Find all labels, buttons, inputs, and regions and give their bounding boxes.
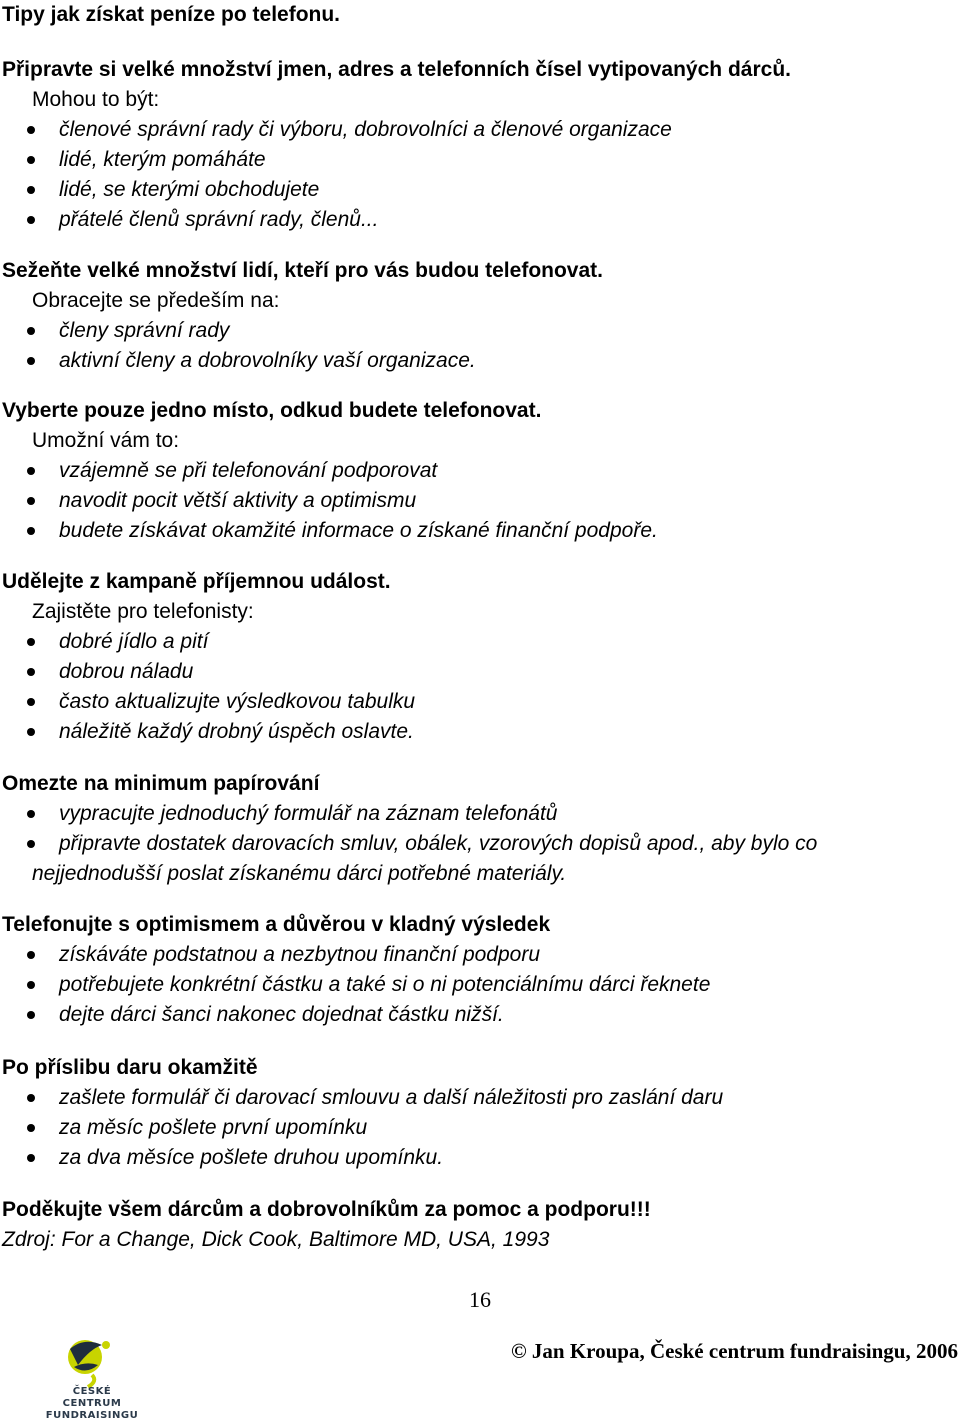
list-item: potřebujete konkrétní částku a také si o ni potenciálnímu dárci řeknete: [2, 970, 958, 1000]
bullet-icon: [27, 327, 35, 335]
list-item: přátelé členů správní rady, členů...: [2, 205, 958, 235]
list-item: členové správní rady či výboru, dobrovolníci a členové organizace: [2, 115, 958, 145]
bullet-icon: [27, 1154, 35, 1162]
section-optimism: [2, 910, 958, 1030]
section-intro: Zajistěte pro telefonisty:: [32, 600, 254, 623]
bullet-list: [2, 627, 958, 747]
bullet-icon: [27, 951, 35, 959]
list-item: dejte dárci šanci nakonec dojednat částku nižší.: [2, 1000, 958, 1030]
logo-wordmark: [44, 1386, 140, 1422]
page-number: 16: [469, 1287, 491, 1312]
list-item-continuation: nejjednodušší poslat získanému dárci potřebné materiály.: [32, 862, 567, 885]
list-item: členy správní rady: [2, 316, 958, 346]
bullet-icon: [27, 1124, 35, 1132]
list-item: navodit pocit větší aktivity a optimismu: [2, 486, 958, 516]
section-heading: Omezte na minimum papírování: [2, 772, 320, 795]
section-intro: Obracejte se předeším na:: [32, 289, 280, 312]
section-pleasant-event: [2, 567, 958, 747]
list-item: zašlete formulář či darovací smlouvu a další náležitosti pro zaslání daru: [2, 1083, 958, 1113]
bullet-icon: [27, 497, 35, 505]
bullet-list: [2, 1083, 958, 1173]
section-intro: Mohou to být:: [32, 88, 160, 111]
closing-block: [2, 1195, 958, 1255]
bullet-icon: [27, 527, 35, 535]
bullet-icon: [27, 126, 35, 134]
bullet-list: [2, 456, 958, 546]
bullet-icon: [27, 981, 35, 989]
bullet-icon: [27, 638, 35, 646]
section-heading: Sežeňte velké množství lidí, kteří pro vás budou telefonovat.: [2, 259, 603, 282]
list-item: vypracujte jednoduchý formulář na záznam telefonátů: [2, 799, 958, 829]
list-item: aktivní členy a dobrovolníky vaší organizace.: [2, 346, 958, 376]
section-one-place: [2, 396, 958, 546]
bullet-list: [2, 316, 958, 376]
list-item: vzájemně se při telefonování podporovat: [2, 456, 958, 486]
section-intro: Umožní vám to:: [32, 429, 180, 452]
bullet-icon: [27, 1094, 35, 1102]
bullet-icon: [27, 698, 35, 706]
bullet-list: [2, 940, 958, 1030]
section-heading: Udělejte z kampaně příjemnou událost.: [2, 570, 391, 593]
section-heading: Telefonujte s optimismem a důvěrou v kladný výsledek: [2, 913, 551, 936]
section-heading: Připravte si velké množství jmen, adres a telefonních čísel vytipovaných dárců.: [2, 58, 791, 81]
bullet-list: [2, 799, 958, 859]
bullet-icon: [27, 186, 35, 194]
bullet-icon: [27, 1011, 35, 1019]
list-item: dobrou náladu: [2, 657, 958, 687]
list-item: budete získávat okamžité informace o získané finanční podpoře.: [2, 516, 958, 546]
list-item: připravte dostatek darovacích smluv, obálek, vzorových dopisů apod., aby bylo co: [2, 829, 958, 859]
copyright-notice: © Jan Kroupa, České centrum fundraisingu, 2006: [510, 1339, 958, 1363]
bullet-list: [2, 115, 958, 235]
list-item: za měsíc pošlete první upomínku: [2, 1113, 958, 1143]
section-after-pledge: [2, 1053, 958, 1173]
bullet-icon: [27, 216, 35, 224]
bullet-icon: [27, 840, 35, 848]
logo-line-1: ČESKÉ CENTRUM: [62, 1386, 122, 1409]
bullet-icon: [27, 810, 35, 818]
list-item: za dva měsíce pošlete druhou upomínku.: [2, 1143, 958, 1173]
bullet-icon: [27, 728, 35, 736]
list-item: lidé, se kterými obchodujete: [2, 175, 958, 205]
section-heading: Vyberte pouze jedno místo, odkud budete telefonovat.: [2, 399, 542, 422]
list-item: získáváte podstatnou a nezbytnou finanční podporu: [2, 940, 958, 970]
list-item: náležitě každý drobný úspěch oslavte.: [2, 717, 958, 747]
page-title: Tipy jak získat peníze po telefonu.: [2, 3, 341, 26]
source-citation: Zdroj: For a Change, Dick Cook, Baltimore MD, USA, 1993: [2, 1228, 550, 1251]
closing-thanks: Poděkujte všem dárcům a dobrovolníkům za pomoc a podporu!!!: [2, 1198, 651, 1221]
bullet-icon: [27, 156, 35, 164]
bullet-icon: [27, 467, 35, 475]
section-prepare-contacts: [2, 55, 958, 235]
list-item: často aktualizujte výsledkovou tabulku: [2, 687, 958, 717]
section-heading: Po příslibu daru okamžitě: [2, 1056, 258, 1079]
bullet-icon: [27, 668, 35, 676]
bullet-icon: [27, 357, 35, 365]
section-paperwork: [2, 769, 958, 889]
logo-line-2: FUNDRAISINGU: [45, 1410, 139, 1421]
list-item: lidé, kterým pomáháte: [2, 145, 958, 175]
list-item: dobré jídlo a pití: [2, 627, 958, 657]
section-callers: [2, 256, 958, 376]
